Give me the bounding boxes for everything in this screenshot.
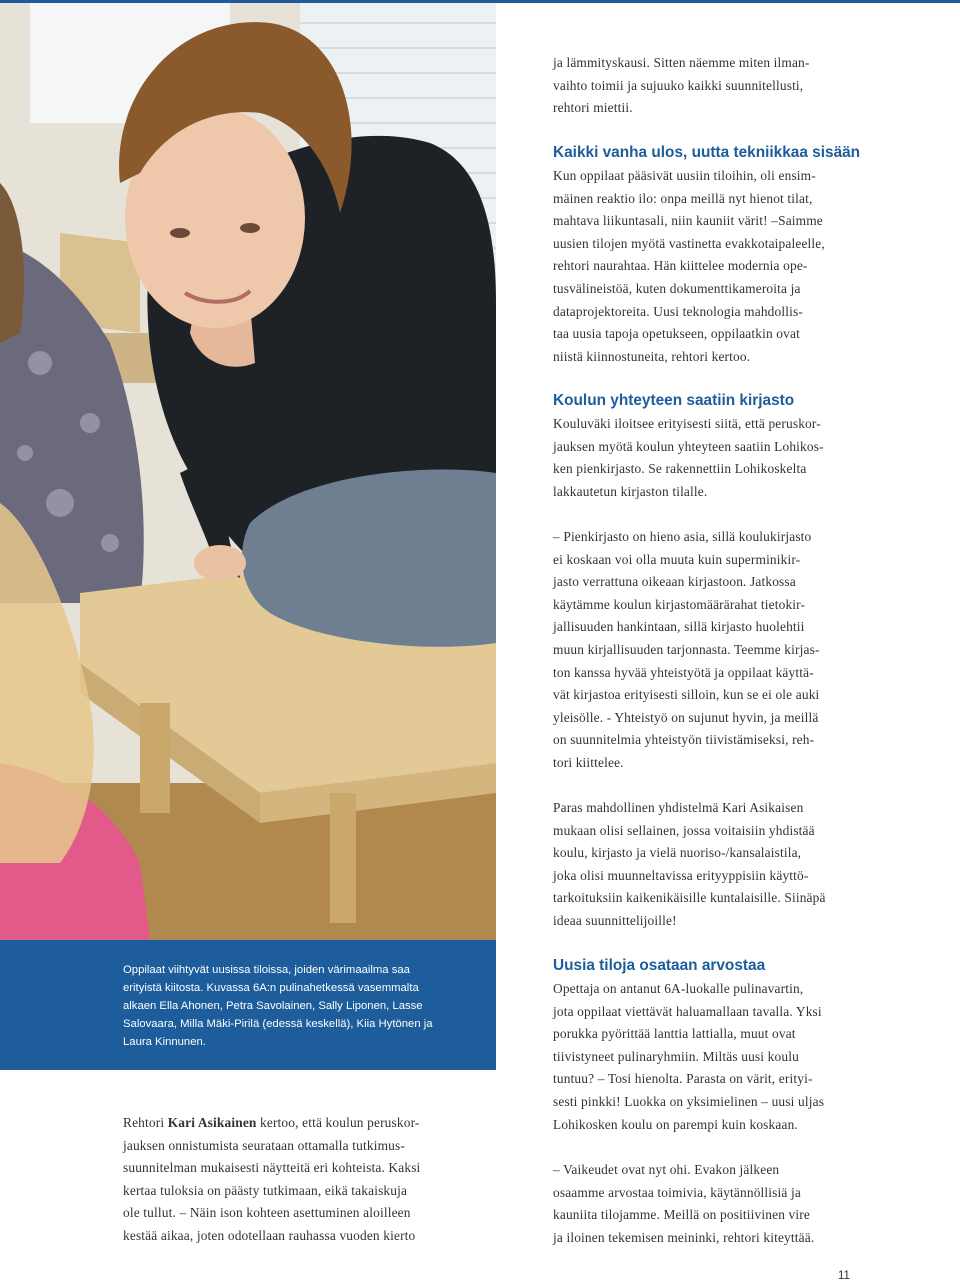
principal-name: Kari Asikainen	[167, 1115, 257, 1130]
caption-line: erityistä kiitosta. Kuvassa 6A:n pulinahetkessä vasemmalta	[123, 982, 419, 994]
classroom-photo-illustration	[0, 3, 496, 940]
new-spaces-quote	[553, 1159, 853, 1249]
text-line: – Vaikeudet ovat nyt ohi. Evakon jälkeen	[553, 1162, 780, 1177]
text-line: kertaa tuloksia on päästy tutkimaan, eikä takaiskuja	[123, 1182, 408, 1198]
text-line: porukka pyörittää lanttia lattialla, muut ovat	[553, 1026, 796, 1042]
text-line: ja lämmityskausi. Sitten näemme miten ilman-	[553, 55, 810, 70]
text-line: joka olisi muunneltavissa erityyppisiin käyttö-	[553, 867, 809, 883]
text-line: kestää aikaa, joten odotellaan rauhassa vuoden kierto	[123, 1227, 416, 1243]
text-line: tori kiittelee.	[553, 754, 624, 770]
section-heading-new-technology: Kaikki vanha ulos, uutta tekniikkaa sisään	[553, 144, 861, 161]
text-line: muun kirjallisuuden tarjonnasta. Teemme kirjas-	[553, 641, 820, 657]
classroom-photo	[0, 3, 496, 940]
text-line: ideaa suunnittelijoille!	[553, 912, 677, 928]
text-line: Paras mahdollinen yhdistelmä Kari Asikaisen	[553, 800, 804, 815]
library-closing	[553, 797, 853, 933]
text-line: lakkautetun kirjaston tilalle.	[553, 483, 708, 499]
text-line: mukaan olisi sellainen, jossa voitaisiin yhdistää	[553, 822, 815, 838]
text-line: Kouluväki iloitsee erityisesti siitä, että peruskor-	[553, 416, 821, 431]
text-line: ole tullut. – Näin ison kohteen asettuminen aloilleen	[123, 1205, 411, 1221]
text-line: vät kirjastoa erityisesti silloin, kun se ei ole auki	[553, 687, 820, 703]
text-line: jota oppilaat viettävät haluamallaan tavalla. Yksi	[553, 1003, 822, 1019]
text-line: Lohikosken koulu on parempi kuin koskaan.	[553, 1116, 798, 1132]
page-number: 11	[838, 1270, 850, 1282]
text-line: tuntuu? – Tosi hienolta. Parasta on värit, erityi-	[553, 1071, 813, 1087]
text-line: Opettaja on antanut 6A-luokalle pulinavartin,	[553, 981, 804, 996]
text-line: ei koskaan voi olla muuta kuin superminikir-	[553, 551, 801, 567]
text-run: Rehtori	[123, 1115, 168, 1130]
text-line: rehtori miettii.	[553, 100, 633, 116]
section-body-new-spaces	[553, 978, 853, 1136]
text-line: koulu, kirjasto ja vielä nuoriso-/kansalaistila,	[553, 845, 802, 861]
text-line: tarkoituksiin kaikenikäisille kuntalaisille. Siinäpä	[553, 890, 826, 906]
section-body-library	[553, 413, 853, 503]
caption-line: Oppilaat viihtyvät uusissa tiloissa, joiden värimaailma saa	[123, 964, 410, 976]
text-line: ja iloinen tekemisen meininki, rehtori kiteyttää.	[553, 1229, 815, 1245]
text-line: mäinen reaktio ilo: onpa meillä nyt hienot tilat,	[553, 190, 813, 206]
text-run: kertoo, että koulun peruskor-	[256, 1115, 420, 1130]
section-heading-library: Koulun yhteyteen saatiin kirjasto	[553, 392, 795, 409]
text-line: tiivistyneet pulinaryhmiin. Miltäs uusi koulu	[553, 1048, 799, 1064]
text-line: rehtori naurahtaa. Hän kiittelee modernia ope-	[553, 258, 808, 274]
text-line: dataprojektoreita. Uusi teknologia mahdollis-	[553, 303, 803, 319]
text-line: osaamme arvostaa toimivia, käytännöllisiä ja	[553, 1184, 801, 1200]
text-line: tusvälineistöä, kuten dokumenttikameroita ja	[553, 280, 801, 296]
text-line: uusien tilojen myötä vastinetta evakkotaipaleelle,	[553, 235, 825, 251]
caption-line: alkaen Ella Ahonen, Petra Savolainen, Sally Liponen, Lasse	[123, 1000, 423, 1012]
text-line: kauniita tilojamme. Meillä on positiivinen vire	[553, 1207, 810, 1223]
text-line: taa uusia tapoja opetukseen, oppilaatkin ovat	[553, 326, 800, 342]
text-line: ken pienkirjasto. Se rakennettiin Lohikoskelta	[553, 461, 807, 477]
left-column-paragraph	[123, 1112, 453, 1248]
library-quote	[553, 526, 853, 775]
text-line: jauksen myötä koulun yhteyteen saatiin Lohikos-	[553, 438, 824, 454]
intro-paragraph	[553, 52, 853, 120]
text-line: mahtava liikuntasali, niin kauniit värit! –Saimme	[553, 213, 823, 229]
text-line: käytämme koulun kirjastomäärärahat tietokir-	[553, 596, 806, 612]
caption-line: Salovaara, Milla Mäki-Pirilä (edessä keskellä), Kiia Hytönen ja	[123, 1018, 433, 1030]
text-line: jasto verrattuna oikeaan kirjastoon. Jatkossa	[553, 574, 796, 590]
text-line: jauksen onnistumista seurataan ottamalla tutkimus-	[123, 1137, 405, 1153]
section-body-new-technology	[553, 165, 853, 368]
text-line: jallisuuden hankintaan, sillä kirjasto huolehtii	[553, 619, 805, 635]
text-line: on suunnitelmia yhteistyön tiivistämiseksi, reh-	[553, 732, 815, 748]
caption-line: Laura Kinnunen.	[123, 1036, 206, 1048]
text-line: niistä kiinnostuneita, rehtori kertoo.	[553, 348, 751, 364]
text-line: sesti pinkki! Luokka on yksimielinen – uusi uljas	[553, 1093, 825, 1109]
hand	[194, 545, 246, 581]
text-line: suunnitelman mukaisesti näytteitä eri kohteista. Kaksi	[123, 1160, 421, 1176]
text-line: ton kanssa hyvää yhteistyötä ja oppilaat käyttä-	[553, 664, 814, 680]
photo-caption	[123, 961, 453, 1051]
text-line	[123, 1112, 453, 1135]
text-line: Kun oppilaat pääsivät uusiin tiloihin, oli ensim-	[553, 168, 816, 183]
text-line: vaihto toimii ja sujuuko kaikki suunnitellusti,	[553, 77, 804, 93]
text-line: yleisölle. - Yhteistyö on sujunut hyvin, ja meillä	[553, 709, 819, 725]
text-line: – Pienkirjasto on hieno asia, sillä koulukirjasto	[553, 529, 812, 544]
section-heading-new-spaces: Uusia tiloja osataan arvostaa	[553, 957, 766, 974]
